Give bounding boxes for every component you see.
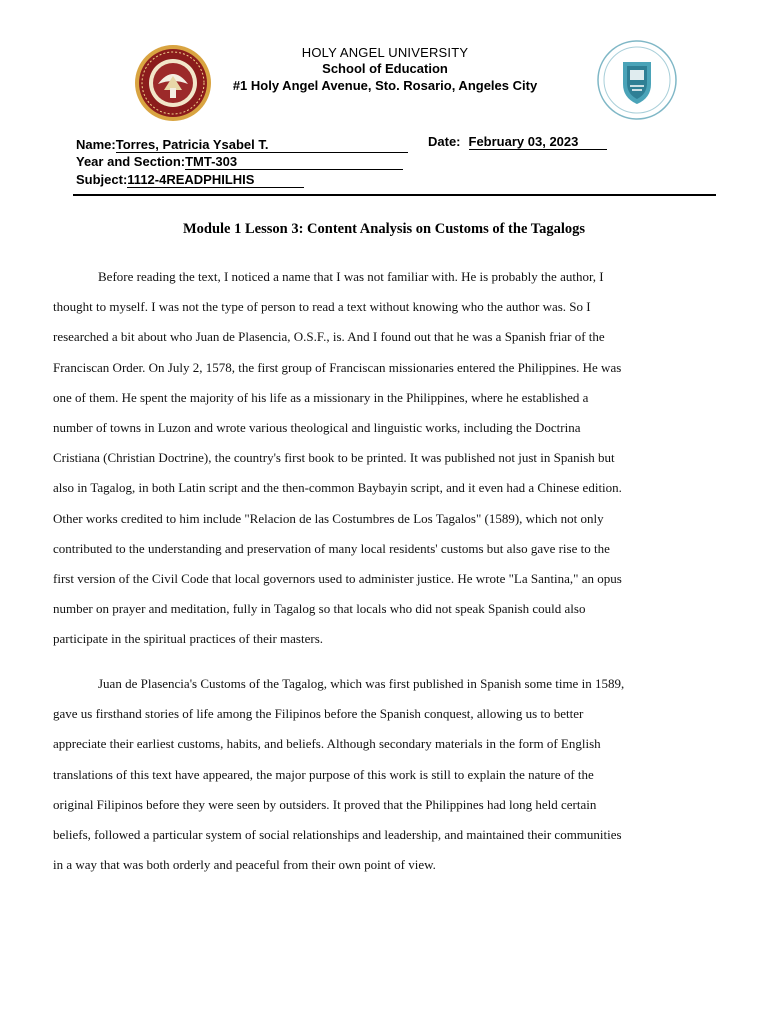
name-value: Torres, Patricia Ysabel T. [116,137,408,153]
header-divider [73,194,716,196]
paragraph-2: Juan de Plasencia's Customs of the Tagalog, which was first published in Spanish some time in 1589, gave us firsthand stories of life among the Filipinos before the Spanish conquest, allowing us to better appreciate their earliest customs, habits, and beliefs. Although secondary materials in the form of English translations of this text have appeared, the major purpose of this work is still to explain the nature of the original Filipinos before they were seen by outsiders. It proved that the Philippines had long held certain beliefs, followed a particular system of social relationships and leadership, and maintained their communities in a way that was both orderly and peaceful from their own point of view. [53,676,625,873]
subject-value: 1112-4READPHILHIS [127,172,304,188]
letterhead [0,0,768,120]
date-row [428,133,607,151]
university-name: HOLY ANGEL UNIVERSITY [301,45,469,60]
paragraph-1: Before reading the text, I noticed a name that I was not familiar with. He is probably the author, I thought to myself. I was not the type of person to read a text without knowing who the author was. So I researched a bit about who Juan de Plasencia, O.S.F., is. And I found out that he was a Spanish friar of the Franciscan Order. On July 2, 1578, the first group of Franciscan missionaries entered the Philippines. He was one of them. He spent the majority of his life as a missionary in the Philippines, where he established a number of towns in Luzon and wrote various theological and linguistic works, including the Doctrina Cristiana (Christian Doctrine), the country's first book to be printed. It was published not just in Spanish but also in Tagalog, in both Latin script and the then-common Baybayin script, and it even had a Chinese edition. Other works credited to him include "Relacion de las Costumbres de Los Tagalos" (1589), which not only contributed to the understanding and preservation of many local residents' customs but also gave rise to the first version of the Civil Code that local governors used to administer justice. He wrote "La Santina," an opus number on prayer and meditation, fully in Tagalog so that locals who did not speak Spanish could also participate in the spiritual practices of their masters. [53,269,622,647]
school-address: #1 Holy Angel Avenue, Sto. Rosario, Angeles City [232,78,538,93]
school-of-education-seal-icon [597,40,677,120]
name-label: Name: [76,137,116,152]
subject-label: Subject: [76,172,128,187]
year-section-value: TMT-303 [185,154,403,170]
year-section-label: Year and Section: [76,154,186,169]
date-value: February 03, 2023 [469,134,607,150]
school-name: School of Education [322,61,448,76]
year-section-row [76,153,403,171]
subject-row [76,171,304,189]
document-title: Module 1 Lesson 3: Content Analysis on Customs of the Tagalogs [182,221,586,237]
date-label: Date: [428,134,461,149]
name-row [76,136,408,154]
letterhead-text [190,45,580,94]
